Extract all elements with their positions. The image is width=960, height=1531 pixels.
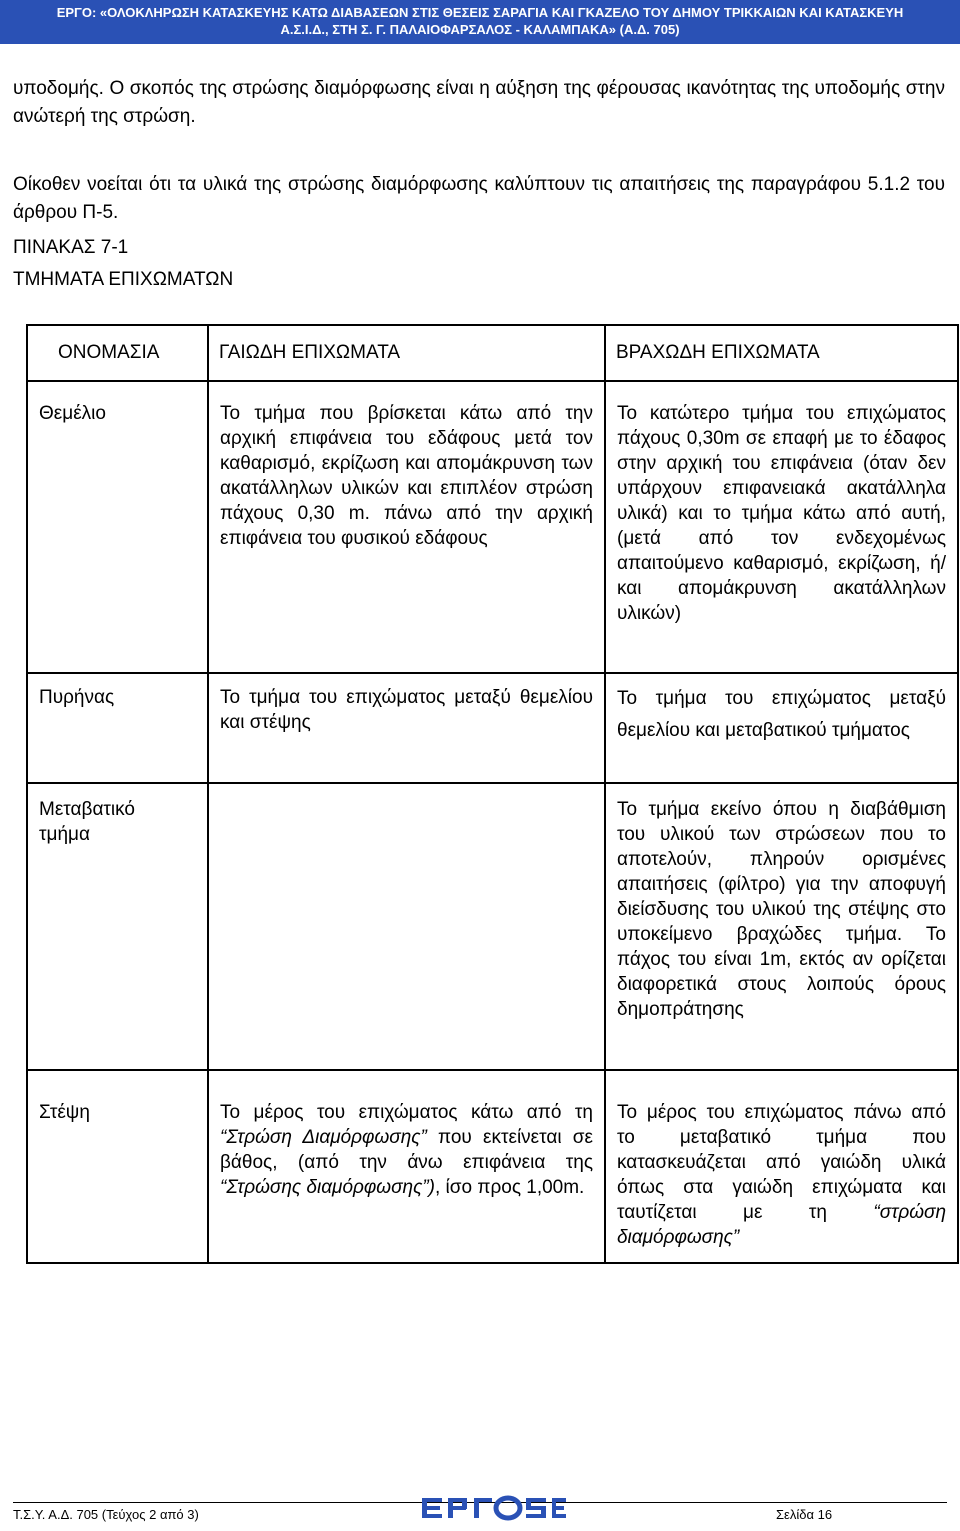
row-name: Πυρήνας (39, 687, 115, 708)
header-project-title-line1: ΕΡΓΟ: «ΟΛΟΚΛΗΡΩΣΗ ΚΑΤΑΣΚΕΥΗΣ ΚΑΤΩ ΔΙΑΒΑΣΕΩΝ ΣΤΙΣ ΘΕΣΕΙΣ ΣΑΡΑΓΙΑ ΚΑΙ ΓΚΑΖΕΛΟ ΤΟΥ ΔΗΜΟΥ ΤΡΙΚΚΑΙΩΝ ΚΑΙ ΚΑΤΑΣΚΕΥΗ (56, 5, 904, 20)
rock-fill-description (607, 1072, 956, 1256)
row-name: Μεταβατικό τμήμα (39, 799, 135, 845)
column-header-name: ΟΝΟΜΑΣΙΑ (27, 325, 208, 381)
text-run: Το μέρος του επιχώματος πάνω από το μεταβατικό τμήμα που κατασκευάζεται από γαιώδη υλικά όπως στα γαιώδη επιχώματα και ταυτίζεται με τη (617, 1102, 946, 1223)
text-run: Το μέρος του επιχώματος κάτω από τη (220, 1102, 593, 1123)
table-title: ΤΜΗΜΑΤΑ ΕΠΙΧΩΜΑΤΩΝ (13, 269, 234, 290)
italic-term: “στρώση διαμόρφωσης” (617, 1202, 946, 1248)
table-number: ΠΙΝΑΚΑΣ 7-1 (13, 237, 129, 258)
earth-fill-description (210, 1072, 603, 1206)
column-header-earth-fill: ΓΑΙΩΔΗ ΕΠΙΧΩΜΑΤΑ (208, 325, 605, 381)
italic-term: “Στρώση Διαμόρφωσης” (220, 1127, 427, 1148)
rock-fill-description: Το τμήμα εκείνο όπου η διαβάθμιση του υλικού των στρώσεων που το αποτελούν, πληρούν ορισμένες απαιτήσεις (φίλτρο) για την αποφυγή διείσδυσης του υλικού της στέψης στο υποκείμενο βραχώδες τμήμα. Το πάχος του είναι 1m, εκτός αν ορίζεται διαφορετικά στους λοιπούς όρους δημοπράτησης (617, 799, 946, 1020)
table-row (27, 381, 958, 673)
rock-fill-description: Το κατώτερο τμήμα του επιχώματος πάχους 0,30m σε επαφή με το έδαφος στην αρχική του επιφάνεια (όταν δεν υπάρχουν επιφανειακά ακατάλληλα υλικά) και το τμήμα κάτω από αυτή, (μετά από τον ενδεχομένως απαιτούμενο καθαρισμό, εκρίζωση, ή/και απομάκρυνση ακατάλληλων υλικών) (617, 403, 946, 624)
table-row (27, 673, 958, 783)
rock-fill-description: Το τμήμα του επιχώματος μεταξύ θεμελίου και μεταβατικού τμήματος (617, 688, 946, 741)
table-row (27, 783, 958, 1070)
header-project-title-line2: Α.Σ.Ι.Δ., ΣΤΗ Σ. Γ. ΠΑΛΑΙΟΦΑΡΣΑΛΟΣ - ΚΑΛΑΜΠΑΚΑ» (Α.Δ. 705) (280, 22, 680, 37)
column-header-rock-fill: ΒΡΑΧΩΔΗ ΕΠΙΧΩΜΑΤΑ (605, 325, 958, 381)
table-row (27, 1070, 958, 1263)
paragraph-materials: Οίκοθεν νοείται ότι τα υλικά της στρώσης διαμόρφωσης καλύπτουν τις απαιτήσεις της παραγράφου 5.1.2 του άρθρου Π-5. (13, 174, 945, 223)
row-name: Θεμέλιο (39, 403, 106, 424)
italic-term: “Στρώσης διαμόρφωσης”) (220, 1177, 435, 1198)
text-run: , ίσο προς 1,00m. (434, 1177, 585, 1198)
table-header-row (27, 325, 958, 381)
text-run: που εκτείνεται σε βάθος, (από την άνω επιφάνεια της (220, 1127, 593, 1173)
earth-fill-description (210, 785, 603, 803)
earth-fill-description: Το τμήμα που βρίσκεται κάτω από την αρχική επιφάνεια του εδάφους μετά τον καθαρισμό, εκρίζωση και απομάκρυνση των ακατάλληλων υλικών και επιπλέον στρώση πάχους 0,30 m. πάνω από την αρχική επιφάνεια του φυσικού εδάφους (220, 403, 593, 549)
document-header-band (0, 0, 960, 44)
embankment-sections-table (26, 324, 959, 1264)
footer-page-number: Σελίδα 16 (776, 1507, 833, 1522)
footer-document-ref: Τ.Σ.Υ. Α.Δ. 705 (Τεύχος 2 από 3) (13, 1507, 199, 1522)
row-name: Στέψη (39, 1102, 90, 1123)
ergose-logo (420, 1494, 568, 1522)
earth-fill-description: Το τμήμα του επιχώματος μεταξύ θεμελίου και στέψης (220, 687, 593, 733)
paragraph-purpose: υποδομής. Ο σκοπός της στρώσης διαμόρφωσης είναι η αύξηση της φέρουσας ικανότητας της υποδομής στην ανώτερή της στρώση. (13, 78, 945, 127)
